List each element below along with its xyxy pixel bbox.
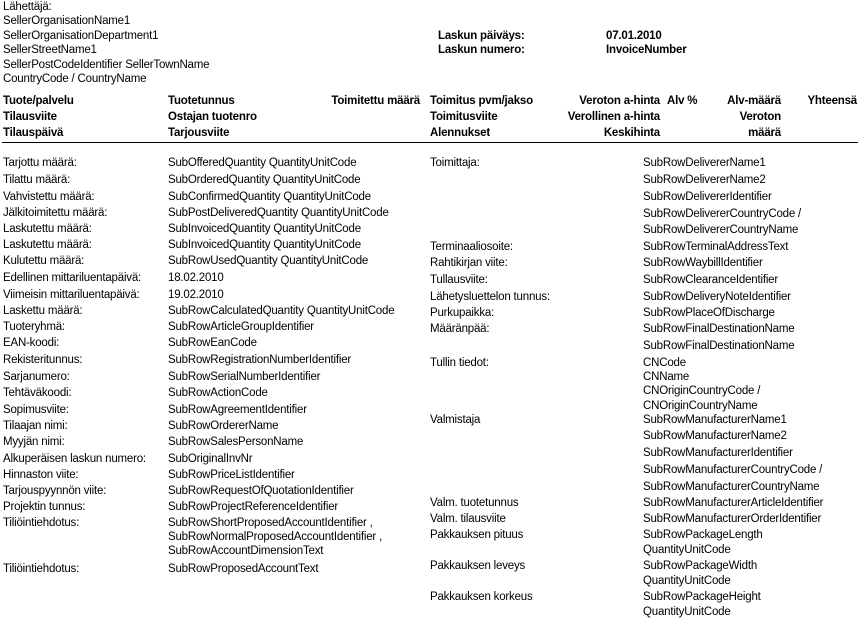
right-value: SubRowManufacturerOrderIdentifier — [643, 513, 822, 525]
left-value: SubOrderedQuantity QuantityUnitCode — [168, 174, 361, 186]
header-delivered-qty: Toimitettu määrä — [331, 95, 420, 107]
seller-department: SellerOrganisationDepartment1 — [3, 30, 159, 42]
left-label: Myyjän nimi: — [3, 436, 65, 448]
seller-country: CountryCode / CountryName — [3, 73, 147, 85]
seller-label: Lähettäjä: — [3, 1, 52, 13]
left-value: SubRowPriceListIdentifier — [168, 469, 295, 481]
right-value: SubRowPackageWidth — [643, 560, 758, 572]
header-delivery-period: Toimitus pvm/jakso — [430, 95, 533, 107]
right-value: SubRowDeliveryNoteIdentifier — [643, 291, 791, 303]
right-label: Pakkauksen leveys — [430, 560, 526, 572]
right-value: SubRowClearanceIdentifier — [643, 274, 778, 286]
right-value: SubRowDelivererCountryCode / — [643, 208, 802, 220]
left-label: Vahvistettu määrä: — [3, 191, 95, 203]
left-value: SubRowShortProposedAccountIdentifier , SubRowNormalProposedAccountIdentifier , SubRowAccountDimensionText — [168, 517, 383, 557]
invoice-date-label: Laskun päiväys: — [438, 30, 525, 42]
invoice-date-value: 07.01.2010 — [606, 30, 662, 42]
left-value: SubOfferedQuantity QuantityUnitCode — [168, 157, 357, 169]
header-price-excl: Veroton a-hinta — [579, 95, 660, 107]
left-value: SubPostDeliveredQuantity QuantityUnitCode — [168, 207, 389, 219]
right-value: SubRowWaybillIdentifier — [643, 257, 763, 269]
right-label: Määränpää: — [430, 323, 490, 335]
right-value: SubRowTerminalAddressText — [643, 241, 789, 253]
right-label: Tullin tiedot: — [430, 357, 489, 369]
right-value: SubRowPackageLength — [643, 529, 763, 541]
header-order-date: Tilauspäivä — [3, 127, 64, 139]
header-amount: määrä — [748, 127, 781, 139]
right-label: Valm. tuotetunnus — [430, 497, 519, 509]
left-label: Viimeisin mittariluentapäivä: — [3, 289, 140, 301]
seller-town: SellerPostCodeIdentifier SellerTownName — [3, 59, 210, 71]
left-value: SubOriginalInvNr — [168, 453, 253, 465]
header-product: Tuote/palvelu — [3, 95, 74, 107]
left-label: Laskutettu määrä: — [3, 223, 92, 235]
right-label: Purkupaikka: — [430, 307, 495, 319]
right-value: SubRowDelivererIdentifier — [643, 191, 772, 203]
left-value: SubRowAgreementIdentifier — [168, 404, 307, 416]
left-value: SubInvoicedQuantity QuantityUnitCode — [168, 239, 361, 251]
seller-name: SellerOrganisationName1 — [3, 15, 131, 27]
right-value: SubRowDelivererCountryName — [643, 224, 799, 236]
left-label: Tiliöintiehdotus: — [3, 563, 80, 575]
left-value: SubRowArticleGroupIdentifier — [168, 321, 314, 333]
right-value: SubRowDelivererName2 — [643, 174, 766, 186]
header-offer-ref: Tarjousviite — [168, 127, 230, 139]
header-tax-free: Veroton — [739, 111, 781, 123]
left-value: SubRowRegistrationNumberIdentifier — [168, 354, 352, 366]
right-value: SubRowManufacturerIdentifier — [643, 447, 793, 459]
left-label: Kulutettu määrä: — [3, 255, 85, 267]
header-price-incl: Verollinen a-hinta — [567, 111, 660, 123]
left-value: SubRowSerialNumberIdentifier — [168, 371, 321, 383]
left-label: Edellinen mittariluentapäivä: — [3, 272, 142, 284]
right-value: CNName — [643, 371, 690, 383]
left-label: Laskutettu määrä: — [3, 239, 92, 251]
left-label: Alkuperäisen laskun numero: — [3, 453, 146, 465]
right-label: Rahtikirjan viite: — [430, 257, 508, 269]
right-label: Pakkauksen korkeus — [430, 591, 533, 603]
left-value: 18.02.2010 — [168, 272, 224, 284]
left-value: SubRowProjectReferenceIdentifier — [168, 501, 339, 513]
left-label: Tarjouspyynnön viite: — [3, 485, 107, 497]
header-buyer-code: Ostajan tuotenro — [168, 111, 257, 123]
left-value: 19.02.2010 — [168, 289, 224, 301]
right-label: Pakkauksen pituus — [430, 529, 524, 541]
left-label: Tarjottu määrä: — [3, 157, 77, 169]
header-delivery-ref: Toimitusviite — [430, 111, 498, 123]
seller-street: SellerStreetName1 — [3, 44, 97, 56]
right-label: Tullausviite: — [430, 274, 488, 286]
invoice-number-label: Laskun numero: — [438, 44, 525, 56]
right-value: SubRowPackageHeight — [643, 591, 761, 603]
header-code: Tuotetunnus — [168, 95, 235, 107]
right-value: QuantityUnitCode — [643, 606, 731, 618]
right-value: CNOriginCountryName — [643, 400, 758, 412]
left-label: Tehtäväkoodi: — [3, 387, 72, 399]
right-value: SubRowManufacturerName1 — [643, 414, 787, 426]
header-total: Yhteensä — [807, 95, 857, 107]
right-value: SubRowManufacturerArticleIdentifier — [643, 497, 824, 509]
right-label: Valm. tilausviite — [430, 513, 506, 525]
right-value: CNCode — [643, 357, 686, 369]
header-vat-pct: Alv % — [667, 95, 698, 107]
left-value: SubRowSalesPersonName — [168, 436, 304, 448]
invoice-number-value: InvoiceNumber — [606, 44, 687, 56]
right-value: SubRowDelivererName1 — [643, 157, 766, 169]
right-label: Lähetysluettelon tunnus: — [430, 291, 550, 303]
left-value: SubRowCalculatedQuantity QuantityUnitCode — [168, 305, 395, 317]
right-value: SubRowManufacturerName2 — [643, 430, 787, 442]
left-label: Rekisteritunnus: — [3, 354, 83, 366]
header-discounts: Alennukset — [430, 127, 490, 139]
right-label: Toimittaja: — [430, 157, 480, 169]
left-label: Laskettu määrä: — [3, 305, 83, 317]
right-value: SubRowFinalDestinationName — [643, 323, 795, 335]
header-vat-amount: Alv-määrä — [727, 95, 781, 107]
left-value: SubInvoicedQuantity QuantityUnitCode — [168, 223, 361, 235]
right-value: SubRowPlaceOfDischarge — [643, 307, 775, 319]
right-value: QuantityUnitCode — [643, 544, 731, 556]
left-value: SubRowProposedAccountText — [168, 563, 319, 575]
right-value: CNOriginCountryCode / — [643, 385, 761, 397]
left-value: SubRowUsedQuantity QuantityUnitCode — [168, 255, 369, 267]
left-label: EAN-koodi: — [3, 337, 60, 349]
right-value: SubRowManufacturerCountryName — [643, 481, 820, 493]
header-divider — [2, 142, 858, 143]
left-label: Tilaajan nimi: — [3, 420, 68, 432]
left-value: SubRowOrdererName — [168, 420, 279, 432]
left-label: Tiliöintiehdotus: — [3, 517, 80, 529]
left-value: SubRowActionCode — [168, 387, 268, 399]
header-order-ref: Tilausviite — [3, 111, 57, 123]
right-label: Valmistaja — [430, 414, 481, 426]
right-value: SubRowFinalDestinationName — [643, 340, 795, 352]
left-label: Sopimusviite: — [3, 404, 69, 416]
left-label: Sarjanumero: — [3, 371, 70, 383]
left-label: Projektin tunnus: — [3, 501, 86, 513]
left-value: SubRowRequestOfQuotationIdentifier — [168, 485, 354, 497]
left-value: SubConfirmedQuantity QuantityUnitCode — [168, 191, 371, 203]
header-avg-price: Keskihinta — [603, 127, 660, 139]
right-value: QuantityUnitCode — [643, 575, 731, 587]
left-value: SubRowEanCode — [168, 337, 257, 349]
left-label: Jälkitoimitettu määrä: — [3, 207, 108, 219]
left-label: Hinnaston viite: — [3, 469, 79, 481]
right-label: Terminaaliosoite: — [430, 241, 513, 253]
left-label: Tilattu määrä: — [3, 174, 71, 186]
left-label: Tuoteryhmä: — [3, 321, 65, 333]
right-value: SubRowManufacturerCountryCode / — [643, 464, 823, 476]
